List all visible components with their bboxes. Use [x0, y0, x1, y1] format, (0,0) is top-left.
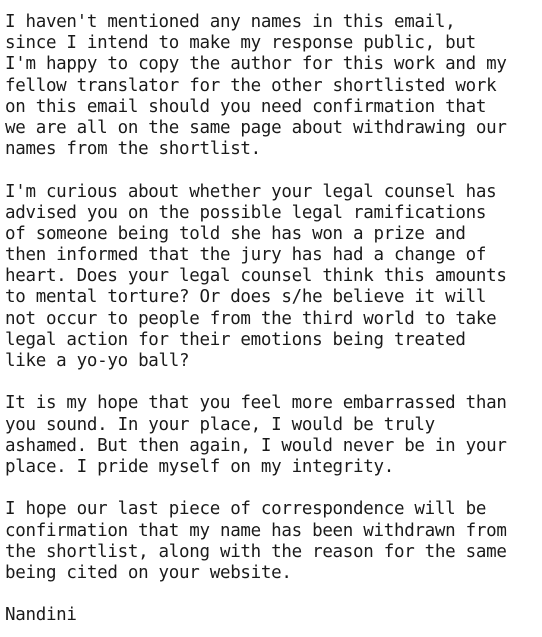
text-line: I hope our last piece of correspondence will be [5, 499, 487, 520]
text-line: fellow translator for the other shortlisted work [5, 75, 497, 96]
text-line: like a yo-yo ball? [5, 351, 190, 371]
text-line: I haven't mentioned any names in this email, [5, 12, 456, 32]
text-line: I'm happy to copy the author for this work and my [5, 54, 507, 75]
paragraph-embarrassed [5, 393, 539, 478]
text-line: then informed that the jury has had a change of [5, 245, 487, 266]
signature [5, 605, 539, 626]
text-line: of someone being told she has won a prize and [5, 223, 466, 244]
text-line: It is my hope that you feel more embarrassed than [5, 393, 507, 414]
text-line: the shortlist, along with the reason for the same [5, 541, 507, 562]
text-line: you sound. In your place, I would be truly [5, 414, 435, 435]
text-line: being cited on your website. [5, 562, 292, 583]
paragraph-withdrawal [5, 499, 539, 584]
text-line: advised you on the possible legal ramifications [5, 202, 487, 223]
text-line: on this email should you need confirmation that [5, 96, 487, 117]
paragraph-names [5, 12, 539, 160]
signature-name: Nandini [5, 605, 77, 626]
paragraph-legal-counsel [5, 182, 539, 373]
text-line: not occur to people from the third world to take [5, 308, 497, 329]
text-line: names from the shortlist. [5, 139, 261, 160]
text-line: since I intend to make my response public, but [5, 33, 476, 54]
text-line: we are all on the same page about withdrawing our [5, 117, 507, 138]
text-line: ashamed. But then again, I would never be in your [5, 435, 507, 456]
text-line: legal action for their emotions being treated [5, 329, 466, 350]
text-line: confirmation that my name has been withdrawn from [5, 520, 507, 541]
email-body [5, 12, 539, 626]
text-line: place. I pride myself on my integrity. [5, 456, 394, 477]
text-line: to mental torture? Or does s/he believe it will [5, 287, 487, 308]
text-line: heart. Does your legal counsel think this amounts [5, 266, 507, 287]
text-line: I'm curious about whether your legal counsel has [5, 181, 497, 202]
